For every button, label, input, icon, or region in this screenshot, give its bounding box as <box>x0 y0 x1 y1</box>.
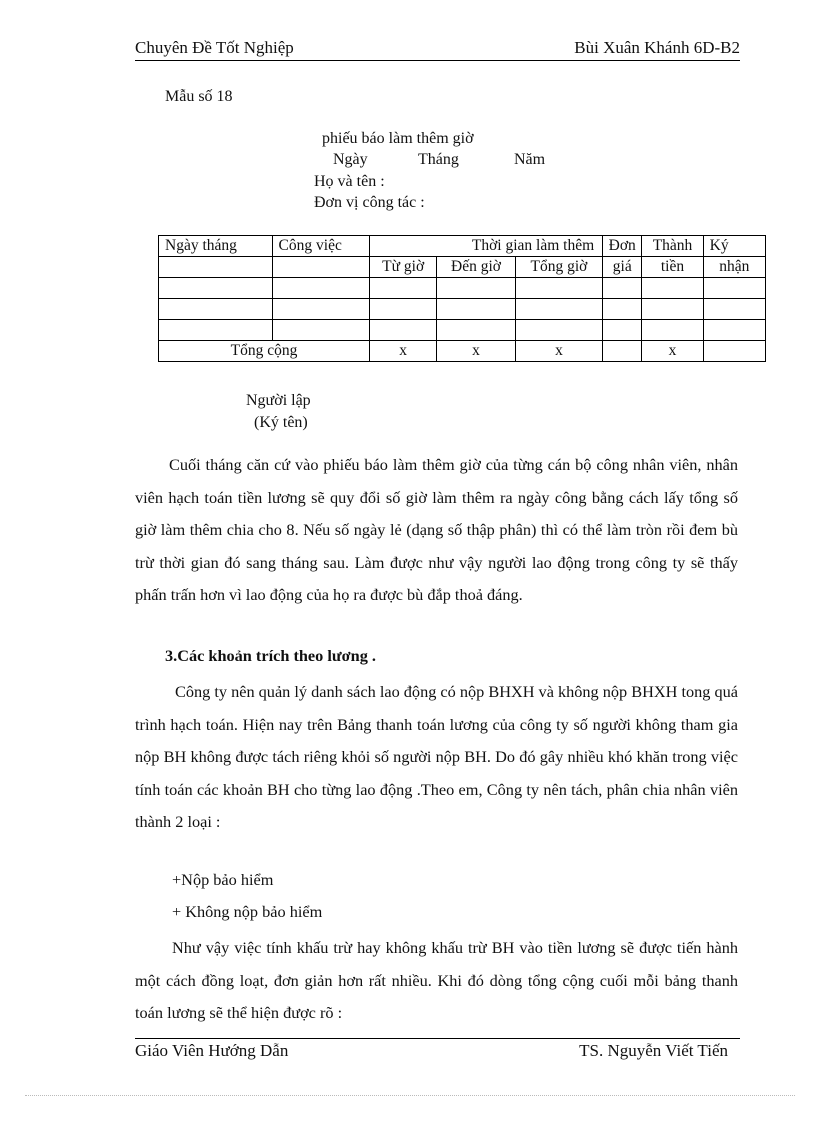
col-sign-header-2: nhận <box>703 257 765 278</box>
table-cell <box>159 257 273 278</box>
section-heading: 3.Các khoản trích theo lương . <box>165 646 377 665</box>
table-cell <box>159 320 273 341</box>
table-row <box>159 278 766 299</box>
table-cell <box>370 320 437 341</box>
list-item-2: + Không nộp bảo hiểm <box>172 902 323 921</box>
col-sign-header-1: Ký <box>703 236 765 257</box>
table-cell <box>603 299 642 320</box>
table-cell <box>437 278 515 299</box>
col-amount-header-2: tiền <box>642 257 703 278</box>
table-cell <box>370 299 437 320</box>
body-paragraph-1: Cuối tháng căn cứ vào phiếu báo làm thêm giờ của từng cán bộ công nhân viên, nhân viên hạch toán tiền lương sẽ quy đổi số giờ làm thêm ra ngày công bằng cách lấy tổng số giờ làm thêm chia cho 8. Nếu số ngày lẻ (dạng số thập phân) thì có thể làm tròn rồi đem bù trừ thời gian đó sang tháng sau. Làm được như vậy người lao động trong công ty sẽ thấy phấn trấn hơn vì lao động của họ ra được bù đắp thoả đáng. <box>135 455 738 604</box>
table-cell <box>603 320 642 341</box>
table-cell <box>515 320 602 341</box>
header-left: Chuyên Đề Tốt Nghiệp <box>135 38 294 57</box>
body-paragraph-3: Như vậy việc tính khấu trừ hay không khấu trừ BH vào tiền lương sẽ được tiến hành một cách đồng loạt, đơn giản hơn rất nhiều. Khi đó dòng tổng cộng cuối mỗi bảng thanh toán lương sẽ thể hiện được rõ : <box>135 938 738 1022</box>
col-unit-price-header-1: Đơn <box>603 236 642 257</box>
table-cell <box>703 299 765 320</box>
list-item-1: +Nộp bảo hiểm <box>172 870 274 889</box>
table-cell <box>603 278 642 299</box>
col-date-header: Ngày tháng <box>159 236 273 257</box>
table-row <box>159 299 766 320</box>
col-job-header: Công việc <box>272 236 369 257</box>
footer-left: Giáo Viên Hướng Dẫn <box>135 1041 289 1060</box>
signature-note: (Ký tên) <box>254 414 308 431</box>
table-cell <box>159 299 273 320</box>
col-from-header: Từ giờ <box>370 257 437 278</box>
signature-role: Người lập <box>246 392 311 409</box>
table-cell <box>515 278 602 299</box>
table-total-row <box>159 341 766 362</box>
form-name-label: Họ và tên : <box>314 173 385 190</box>
table-cell <box>437 320 515 341</box>
form-unit-label: Đơn vị công tác : <box>314 194 425 211</box>
table-cell <box>603 341 642 362</box>
table-cell <box>437 299 515 320</box>
table-cell <box>703 341 765 362</box>
header-right: Bùi Xuân Khánh 6D-B2 <box>574 38 740 57</box>
header-rule <box>135 60 740 61</box>
table-header-row-1 <box>159 236 766 257</box>
table-cell <box>272 257 369 278</box>
table-cell <box>703 320 765 341</box>
table-cell <box>159 278 273 299</box>
total-label: Tổng cộng <box>159 341 370 362</box>
total-hours-mark: x <box>515 341 602 362</box>
total-to-mark: x <box>437 341 515 362</box>
overtime-table <box>158 235 766 362</box>
table-cell <box>272 320 369 341</box>
footer-rule <box>135 1038 740 1039</box>
col-amount-header-1: Thành <box>642 236 703 257</box>
col-to-header: Đến giờ <box>437 257 515 278</box>
table-cell <box>370 278 437 299</box>
table-cell <box>703 278 765 299</box>
form-title: phiếu báo làm thêm giờ <box>322 130 474 147</box>
table-cell <box>272 278 369 299</box>
form-date-day: Ngày <box>333 151 368 168</box>
form-number: Mẫu số 18 <box>165 88 233 105</box>
table-header-row-2 <box>159 257 766 278</box>
table-cell <box>642 278 703 299</box>
col-total-hours-header: Tổng giờ <box>515 257 602 278</box>
table-cell <box>515 299 602 320</box>
form-date-year: Năm <box>514 151 546 168</box>
table-row <box>159 320 766 341</box>
total-amount-mark: x <box>642 341 703 362</box>
footer-right: TS. Nguyễn Viết Tiến <box>579 1041 728 1060</box>
total-from-mark: x <box>370 341 437 362</box>
body-paragraph-2: Công ty nên quản lý danh sách lao động có nộp BHXH và không nộp BHXH tong quá trình hạch toán. Hiện nay trên Bảng thanh toán lương của công ty số người không tham gia nộp BH không được tách riêng khỏi số người nộp BH. Do đó gây nhiều khó khăn trong việc tính toán các khoản BH cho từng lao động .Theo em, Công ty nên tách, phân chia nhân viên thành 2 loại : <box>135 682 738 831</box>
col-unit-price-header-2: giá <box>603 257 642 278</box>
page-bottom-edge <box>25 1095 795 1096</box>
col-overtime-header: Thời gian làm thêm <box>370 236 603 257</box>
form-date-month: Tháng <box>418 151 459 168</box>
table-cell <box>272 299 369 320</box>
table-cell <box>642 320 703 341</box>
table-cell <box>642 299 703 320</box>
